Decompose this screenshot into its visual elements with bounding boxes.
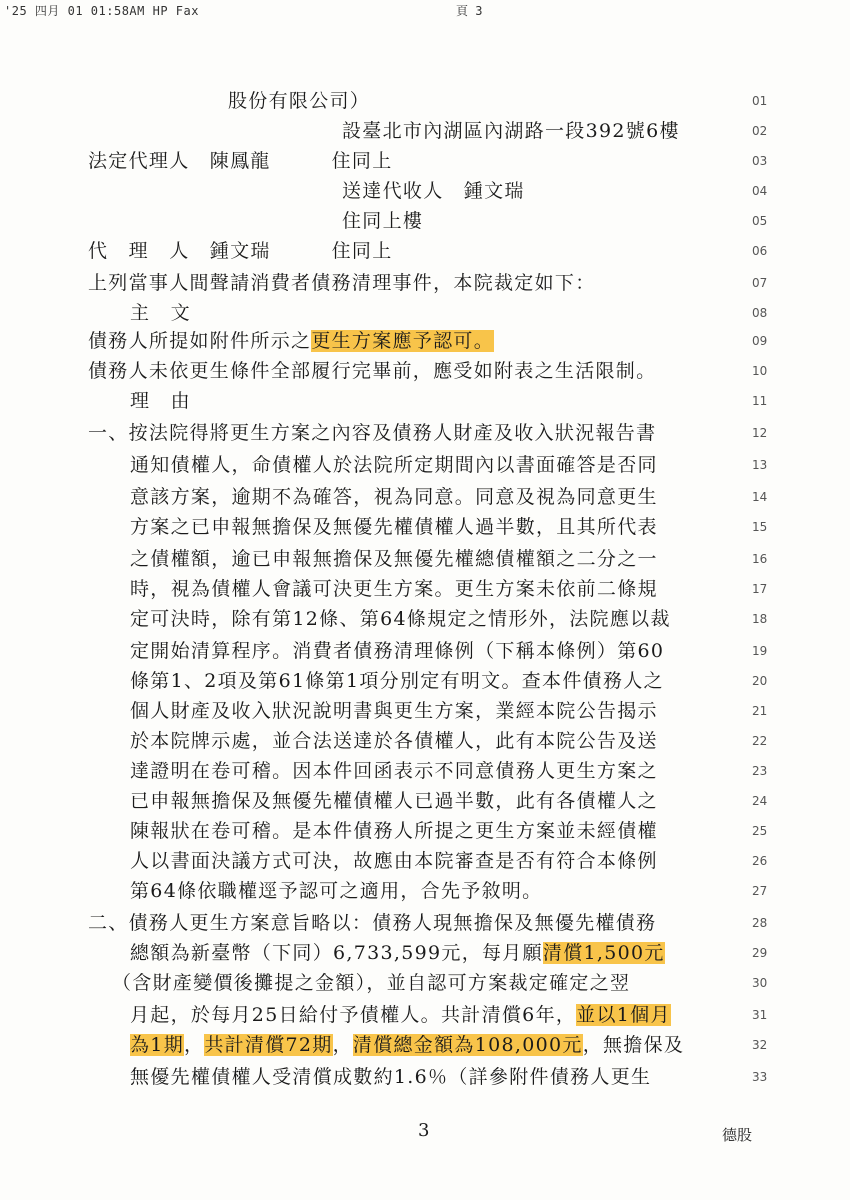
line-number: 05 (752, 214, 768, 228)
text-line (342, 208, 423, 234)
line-text: 債務人所提如附件所示之 (88, 330, 312, 352)
line-number: 21 (752, 704, 768, 718)
text-line (130, 788, 658, 814)
text-line (130, 1064, 651, 1090)
line-number: 01 (752, 94, 768, 108)
text-line (88, 910, 656, 936)
line-number: 23 (752, 764, 768, 778)
highlighted-text: 並以1個月 (576, 1004, 671, 1026)
text-line (130, 698, 658, 724)
text-line (130, 728, 658, 754)
text-line (88, 238, 393, 264)
line-number: 24 (752, 794, 768, 808)
line-text: 一、按法院得將更生方案之內容及債務人財產及收入狀況報告書 (88, 422, 657, 444)
text-line (130, 576, 658, 602)
text-line (130, 940, 665, 966)
line-text: 於本院牌示處，並合法送達於各債權人，此有本院公告及送 (130, 730, 658, 752)
line-text: 總額為新臺幣（下同）6,733,599元，每月願 (130, 942, 543, 964)
line-number: 30 (752, 976, 768, 990)
line-number: 20 (752, 674, 768, 688)
line-text: 個人財產及收入狀況說明書與更生方案，業經本院公告揭示 (130, 700, 658, 722)
text-line (88, 420, 656, 446)
line-number: 26 (752, 854, 768, 868)
text-line (88, 148, 393, 174)
line-text: 達證明在卷可稽。因本件回函表示不同意債務人更生方案之 (130, 760, 658, 782)
line-number: 14 (752, 490, 768, 504)
court-division: 德股 (722, 1126, 753, 1144)
text-line (130, 1002, 671, 1028)
text-line (88, 270, 596, 296)
fax-page-number: 頁 3 (456, 4, 483, 18)
line-text: 之債權額，逾已申報無擔保及無優先權總債權額之二分之一 (130, 548, 658, 570)
highlighted-text: 清償1,500元 (542, 942, 665, 964)
page-number: 3 (418, 1120, 430, 1141)
line-text: （含財產變價後攤提之金額），並自認可方案裁定確定之翌 (112, 972, 631, 994)
line-number: 12 (752, 426, 768, 440)
text-line (130, 818, 658, 844)
highlighted-text: 清償總金額為108,000元 (352, 1034, 583, 1056)
line-text: 住同上樓 (342, 210, 424, 232)
line-number: 29 (752, 946, 768, 960)
line-text: 陳報狀在卷可稽。是本件債務人所提之更生方案並未經債權 (130, 820, 658, 842)
line-text: 通知債權人，命債權人於法院所定期間內以書面確答是否同 (130, 454, 658, 476)
line-text: 主 文 (130, 302, 191, 324)
line-number: 07 (752, 276, 768, 290)
text-line (130, 1032, 684, 1058)
text-line (88, 358, 656, 384)
line-text: 債務人未依更生條件全部履行完畢前，應受如附表之生活限制。 (88, 360, 657, 382)
line-text: 時，視為債權人會議可決更生方案。更生方案未依前二條規 (130, 578, 658, 600)
fax-transmission-info: '25 四月 01 01:58AM HP Fax (4, 4, 199, 18)
line-number: 18 (752, 612, 768, 626)
text-line (130, 452, 658, 478)
line-text: 定開始清算程序。消費者債務清理條例（下稱本條例）第60 (130, 640, 665, 662)
line-text: ， (184, 1034, 205, 1056)
highlighted-text: 更生方案應予認可。 (311, 330, 495, 352)
line-text: 理 由 (130, 390, 191, 412)
text-line (112, 970, 630, 996)
text-line (130, 484, 658, 510)
line-number: 17 (752, 582, 768, 596)
text-line (130, 848, 658, 874)
line-text: 股份有限公司） (228, 90, 371, 112)
line-text: 上列當事人間聲請消費者債務清理事件，本院裁定如下： (88, 272, 596, 294)
line-number: 03 (752, 154, 768, 168)
line-text: 法定代理人 陳鳳龍 住同上 (88, 150, 393, 172)
text-line (88, 328, 494, 354)
line-text: 已申報無擔保及無優先權債權人已過半數，此有各債權人之 (130, 790, 658, 812)
line-text: 代 理 人 鍾文瑞 住同上 (88, 240, 393, 262)
text-line (130, 514, 658, 540)
line-number: 27 (752, 884, 768, 898)
line-number: 15 (752, 520, 768, 534)
text-line (130, 388, 191, 414)
line-text: 條第1、2項及第61條第1項分別定有明文。查本件債務人之 (130, 670, 664, 692)
text-line (130, 878, 542, 904)
line-number: 11 (752, 394, 768, 408)
text-line (130, 758, 658, 784)
line-number: 08 (752, 306, 768, 320)
line-number: 10 (752, 364, 768, 378)
line-number: 16 (752, 552, 768, 566)
highlighted-text: 為1期 (130, 1034, 184, 1056)
line-number: 31 (752, 1008, 768, 1022)
text-line (130, 668, 664, 694)
line-text: 定可決時，除有第12條、第64條規定之情形外，法院應以裁 (130, 608, 671, 630)
line-text: 月起，於每月25日給付予債權人。共計清償6年， (130, 1004, 577, 1026)
line-number: 19 (752, 644, 768, 658)
line-text: ， (332, 1034, 353, 1056)
line-text: ，無擔保及 (582, 1034, 685, 1056)
line-text: 意該方案，逾期不為確答，視為同意。同意及視為同意更生 (130, 486, 658, 508)
highlighted-text: 共計清償72期 (204, 1034, 333, 1056)
line-number: 09 (752, 334, 768, 348)
text-line (342, 118, 680, 144)
line-number: 33 (752, 1070, 768, 1084)
line-text: 二、債務人更生方案意旨略以：債務人現無擔保及無優先權債務 (88, 912, 657, 934)
text-line (228, 88, 370, 114)
line-number: 04 (752, 184, 768, 198)
line-text: 方案之已申報無擔保及無優先權債權人過半數，且其所代表 (130, 516, 658, 538)
line-text: 第64條依職權逕予認可之適用，合先予敘明。 (130, 880, 543, 902)
line-text: 無優先權債權人受清償成數約1.6％（詳參附件債務人更生 (130, 1066, 652, 1088)
line-number: 28 (752, 916, 768, 930)
text-line (130, 606, 671, 632)
text-line (130, 300, 191, 326)
line-number: 13 (752, 458, 768, 472)
text-line (342, 178, 525, 204)
line-number: 32 (752, 1038, 768, 1052)
line-text: 送達代收人 鍾文瑞 (342, 180, 525, 202)
line-number: 06 (752, 244, 768, 258)
text-line (130, 546, 658, 572)
fax-header (0, 0, 850, 20)
line-number: 22 (752, 734, 768, 748)
line-number: 25 (752, 824, 768, 838)
text-line (130, 638, 664, 664)
line-text: 設臺北市內湖區內湖路一段392號6樓 (342, 120, 680, 142)
line-text: 人以書面決議方式可決，故應由本院審查是否有符合本條例 (130, 850, 658, 872)
line-number: 02 (752, 124, 768, 138)
